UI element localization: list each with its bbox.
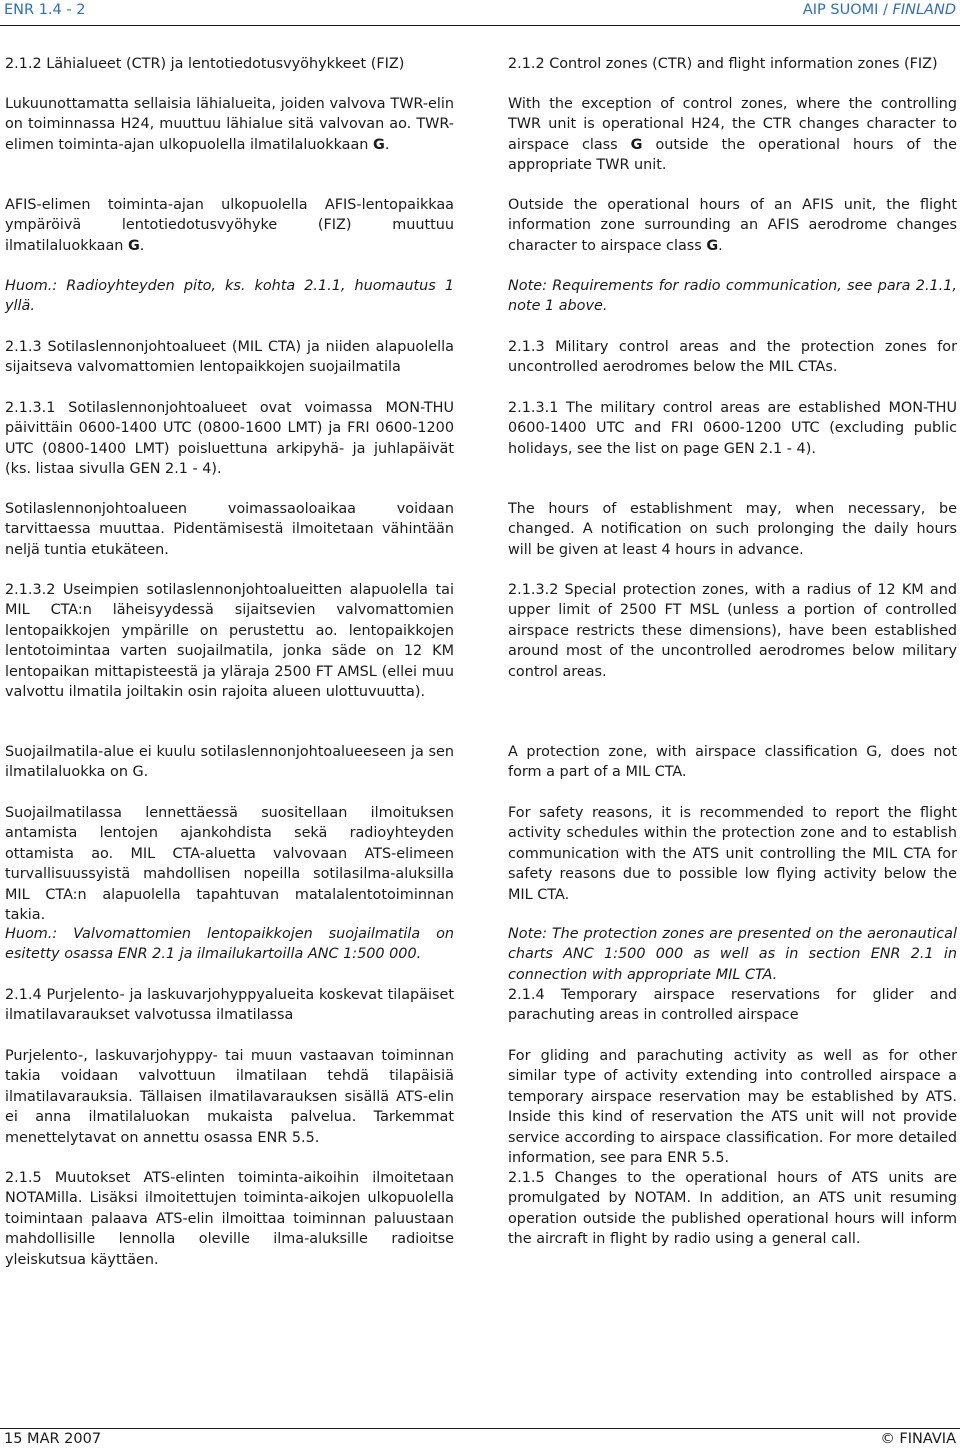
paragraph	[5, 1168, 454, 1270]
paragraph	[508, 924, 957, 985]
paragraph	[508, 54, 957, 74]
paragraph-text: 2.1.2 Control zones (CTR) and flight information zones (FIZ)	[508, 56, 938, 72]
paragraph-text: Lukuunottamatta sellaisia lähialueita, joiden valvova TWR-elin on toiminnassa H24, muuttuu lähialue sitä valvovan ao. TWR-elimen toiminta-ajan ulkopuolella ilmatilaluokkaan	[5, 96, 454, 153]
paragraph-text: 2.1.3.1 The military control areas are established MON-THU 0600-1400 UTC and FRI 0600-1200 UTC (excluding public holidays, see the list on page GEN 2.1 - 4).	[508, 400, 957, 457]
paragraph-text: 2.1.3.1 Sotilaslennonjohtoalueet ovat voimassa MON-THU päivittäin 0600-1400 UTC (0800-1600 LMT) ja FRI 0600-1200 UTC (0800-1400 LMT) poisluettuna arkipyhä- ja juhlapäivät (ks. listaa sivulla GEN 2.1 - 4).	[5, 400, 454, 478]
paragraph	[508, 1046, 957, 1168]
paragraph-text: Huom.: Valvomattomien lentopaikkojen suojailmatila on esitetty osassa ENR 2.1 ja ilmailukartoilla ANC 1:500 000.	[5, 926, 454, 963]
paragraph-text: Sotilaslennonjohtoalueen voimassaoloaikaa voidaan tarvittaessa muuttaa. Pidentämisestä ilmoitetaan vähintään neljä tuntia etukäteen.	[5, 501, 454, 558]
airspace-class: G	[127, 237, 140, 254]
airspace-class: G	[706, 237, 719, 254]
paragraph	[508, 398, 957, 459]
paragraph-text: AFIS-elimen toiminta-ajan ulkopuolella AFIS-lentopaikkaa ympäröivä lentotiedotusvyöhyke (FIZ) muuttuu ilmatilaluokkaan	[5, 197, 454, 254]
paragraph-text: Outside the operational hours of an AFIS unit, the flight information zone surrounding an AFIS aerodrome changes character to airspace class	[508, 197, 957, 254]
paragraph-text: With the exception of control zones, where the controlling TWR unit is operational H24, the CTR changes character to airspace class	[508, 96, 957, 153]
paragraph-text: 2.1.4 Purjelento- ja laskuvarjohyppyalueita koskevat tilapäiset ilmatilavaraukset valvotussa ilmatilassa	[5, 987, 454, 1024]
paragraph-text: Suojailmatilassa lennettäessä suositellaan ilmoituksen antamista lentojen ajankohdista sekä radioyhteyden ottamista ao. MIL CTA-aluetta valvovaan ATS-elimeen turvallisuussyistä mahdollisen nopeilla sotilasilma-aluksilla MIL CTA:n alapuolella tapahtuvan matalalentotoiminnan takia.	[5, 805, 454, 924]
paragraph	[508, 742, 957, 783]
paragraph	[5, 337, 454, 378]
paragraph-text: 2.1.3.2 Special protection zones, with a radius of 12 KM and upper limit of 2500 FT MSL (unless a portion of controlled airspace restricts these dimensions), have been established around most of the uncontrolled aerodromes below military control areas.	[508, 582, 957, 680]
publication-country: FINLAND	[892, 2, 956, 18]
paragraph-text: Note: Requirements for radio communication, see para 2.1.1, note 1 above.	[508, 278, 957, 315]
paragraph	[508, 337, 957, 378]
paragraph-text: Suojailmatila-alue ei kuulu sotilaslennonjohtoalueeseen ja sen ilmatilaluokka on G.	[5, 744, 454, 781]
paragraph-text: The hours of establishment may, when necessary, be changed. A notification on such prolonging the daily hours will be given at least 4 hours in advance.	[508, 501, 957, 558]
publication-name: AIP SUOMI /	[802, 2, 888, 18]
airspace-class: G	[373, 136, 385, 153]
paragraph-text: Note: The protection zones are presented on the aeronautical charts ANC 1:500 000 as well as in section ENR 2.1 in connection with appropriate MIL CTA.	[508, 926, 957, 983]
paragraph	[5, 803, 454, 925]
paragraph	[508, 276, 957, 317]
paragraph	[5, 924, 454, 965]
paragraph-text-end: .	[139, 237, 145, 254]
paragraph-text: Purjelento-, laskuvarjohyppy- tai muun vastaavan toiminnan takia voidaan valvottuun ilmatilaan tehdä tilapäisiä ilmatilavarauksia. Tällaisen ilmatilavarauksen sisällä ATS-elin ei anna ilmatilaluokan mukaista palvelua. Tarkemmat menettelytavat on annettu osassa ENR 5.5.	[5, 1048, 454, 1146]
paragraph-text: A protection zone, with airspace classification G, does not form a part of a MIL CTA.	[508, 744, 957, 781]
paragraph-text: 2.1.2 Lähialueet (CTR) ja lentotiedotusvyöhykkeet (FIZ)	[5, 56, 405, 72]
paragraph	[5, 499, 454, 560]
paragraph	[5, 398, 454, 480]
copyright: © FINAVIA	[880, 1431, 956, 1447]
paragraph-text: For safety reasons, it is recommended to report the flight activity schedules within the protection zone and to establish communication with the ATS unit controlling the MIL CTA for safety reasons due to possible low flying activity below the MIL CTA.	[508, 805, 957, 903]
paragraph	[508, 499, 957, 560]
airspace-class: G	[630, 136, 643, 153]
page-number-header: ENR 1.4 - 2	[4, 2, 86, 18]
paragraph	[508, 580, 957, 682]
paragraph-text: 2.1.3 Sotilaslennonjohtoalueet (MIL CTA) ja niiden alapuolella sijaitseva valvomattomien lentopaikkojen suojailmatila	[5, 339, 454, 376]
footer-rule	[0, 1428, 960, 1429]
paragraph	[508, 1168, 957, 1250]
paragraph	[5, 195, 454, 256]
paragraph-text-end: .	[718, 237, 723, 254]
paragraph	[508, 985, 957, 1026]
paragraph-text-end: outside the operational hours of the appropriate TWR unit.	[508, 136, 957, 174]
paragraph-text: 2.1.4 Temporary airspace reservations for glider and parachuting areas in controlled airspace	[508, 987, 957, 1024]
paragraph	[5, 276, 454, 317]
paragraph-text: Huom.: Radioyhteyden pito, ks. kohta 2.1.1, huomautus 1 yllä.	[5, 278, 454, 315]
effective-date: 15 MAR 2007	[4, 1431, 102, 1447]
paragraph-text: For gliding and parachuting activity as well as for other similar type of activity extending into controlled airspace a temporary airspace reservation may be established by ATS. Inside this kind of reservation the ATS unit will not provide service according to airspace classification. For more detailed information, see para ENR 5.5.	[508, 1048, 957, 1167]
paragraph	[508, 195, 957, 256]
paragraph-text: 2.1.3 Military control areas and the protection zones for uncontrolled aerodromes below the MIL CTAs.	[508, 339, 957, 376]
paragraph	[5, 742, 454, 783]
paragraph	[508, 803, 957, 905]
paragraph	[508, 94, 957, 176]
paragraph	[5, 1046, 454, 1148]
publication-header	[803, 2, 956, 18]
paragraph	[5, 94, 454, 155]
paragraph-text: 2.1.3.2 Useimpien sotilaslennonjohtoalueitten alapuolella tai MIL CTA:n läheisyydessä sijaitsevien valvomattomien lentopaikkojen ympärille on perustettu ao. lentopaikkojen lentotoimintaa varten suojailmatila, jonka säde on 12 KM lentopaikan mittapisteestä ja yläraja 2500 FT AMSL (ellei muu valvottu ilmatila joiltakin osin rajoita alueen ulottuvuutta).	[5, 582, 454, 701]
paragraph	[5, 580, 454, 702]
header-rule	[0, 25, 960, 26]
paragraph-text: 2.1.5 Muutokset ATS-elinten toiminta-aikoihin ilmoitetaan NOTAMilla. Lisäksi ilmoitettujen toiminta-aikojen ulkopuolella toimintaan palaava ATS-elin ilmoittaa toiminnan paluustaan mahdollisille lennolla oleville ilma-aluksille radioitse yleiskutsua käyttäen.	[5, 1170, 454, 1268]
paragraph	[5, 54, 454, 74]
paragraph-text: 2.1.5 Changes to the operational hours of ATS units are promulgated by NOTAM. In addition, an ATS unit resuming operation outside the published operational hours will inform the aircraft in flight by radio using a general call.	[508, 1170, 957, 1248]
paragraph	[5, 985, 454, 1026]
paragraph-text-end: .	[384, 136, 390, 153]
